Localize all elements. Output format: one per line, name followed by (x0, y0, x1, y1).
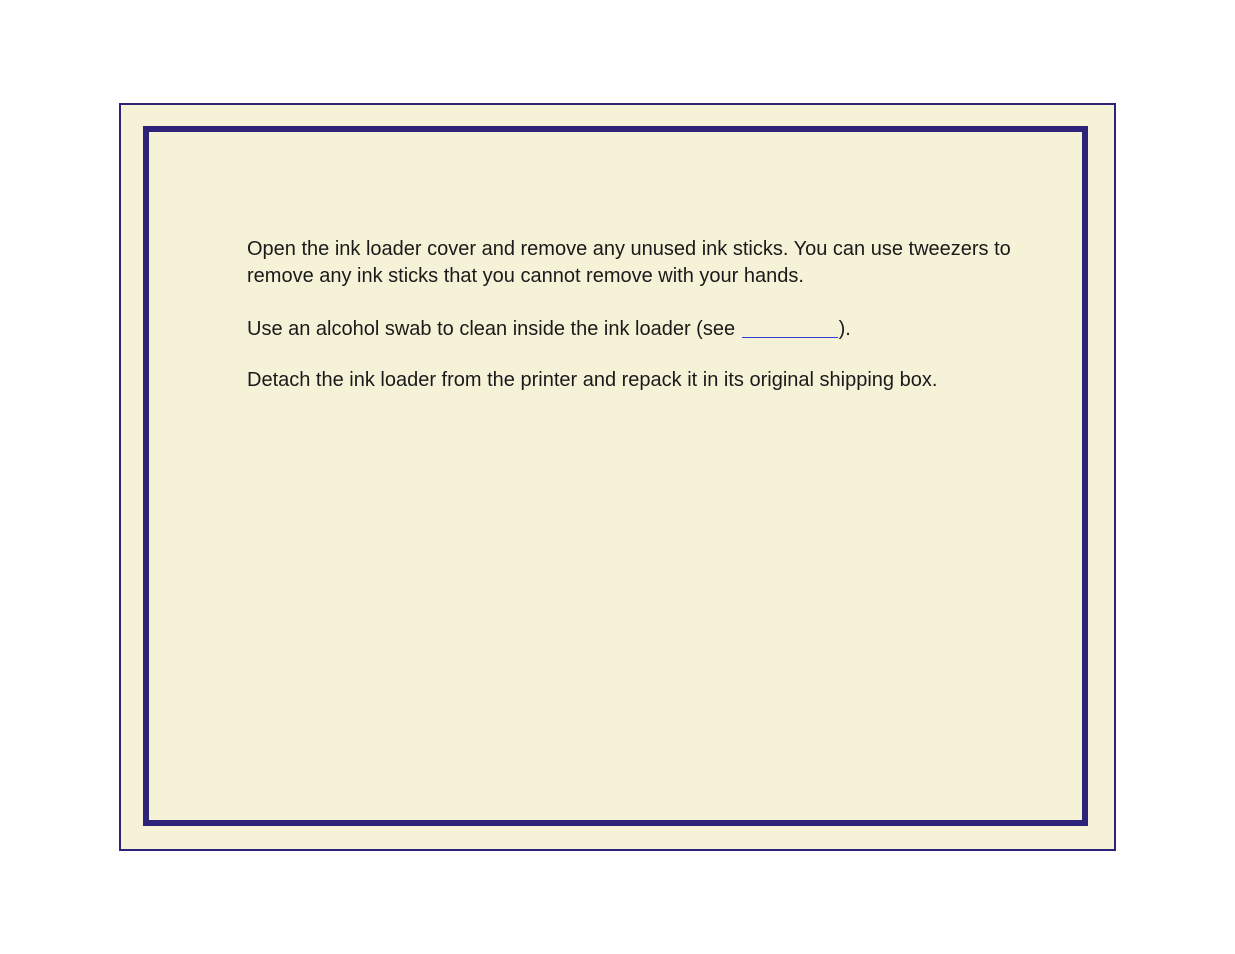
inner-frame (143, 126, 1088, 826)
instruction-step-1: Open the ink loader cover and remove any unused ink sticks. You can use tweezers to remove any ink sticks that you cannot remove with your hands. (247, 238, 1011, 287)
instruction-step-2 (247, 314, 1047, 343)
cross-reference-link[interactable] (742, 317, 838, 338)
step-2-text-before: Use an alcohol swab to clean inside the ink loader (see (247, 318, 741, 340)
step-2-text-after: ). (838, 318, 851, 340)
instructions-content (247, 236, 1047, 418)
outer-frame (119, 103, 1116, 851)
instruction-step-3: Detach the ink loader from the printer and repack it in its original shipping box. (247, 369, 938, 391)
